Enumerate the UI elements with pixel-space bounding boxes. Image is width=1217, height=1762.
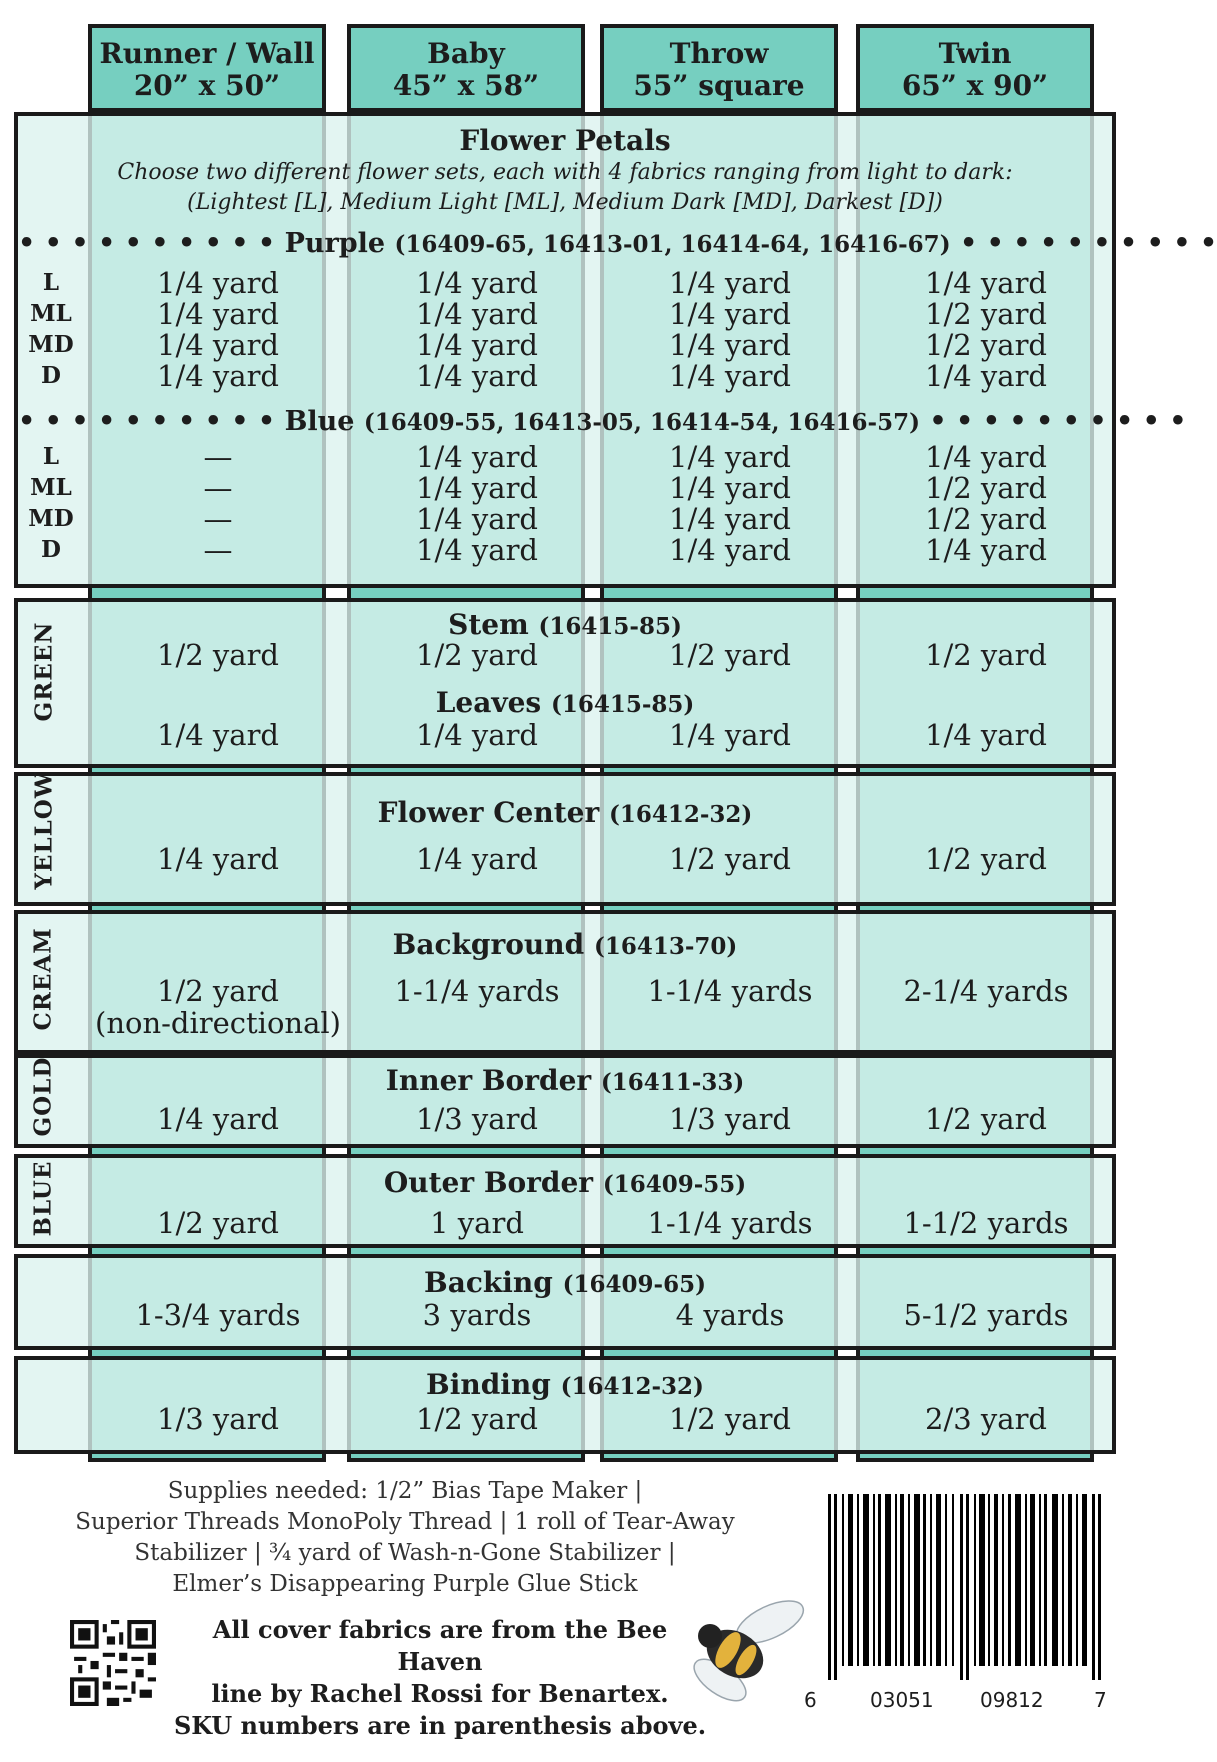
petal-value: 1/4 yard (416, 359, 538, 393)
outer-border-title: Outer Border (16409-55) (383, 1166, 747, 1199)
petal-value: 1/4 yard (416, 328, 538, 362)
binding-value: 1/3 yard (157, 1402, 279, 1436)
outer-border-value: 1/2 yard (157, 1206, 279, 1240)
inner-border-value: 1/3 yard (416, 1102, 538, 1136)
petal-value: 1/4 yard (157, 297, 279, 331)
background-title: Background (16413-70) (392, 928, 738, 961)
leaves-value: 1/4 yard (157, 718, 279, 752)
petal-value: 1/4 yard (416, 266, 538, 300)
row-label: D (41, 362, 61, 389)
backing-value: 5-1/2 yards (903, 1298, 1069, 1332)
background-value: 1-1/4 yards (647, 974, 813, 1008)
petal-value: 1/4 yard (416, 533, 538, 567)
petal-value: 1/4 yard (416, 440, 538, 474)
petal-value: 1/4 yard (925, 533, 1047, 567)
backing-value: 4 yards (675, 1298, 785, 1332)
section-blue (14, 1154, 1116, 1248)
flower-center-value: 1/4 yard (157, 842, 279, 876)
petal-value: — (203, 502, 233, 536)
flower-center-value: 1/2 yard (925, 842, 1047, 876)
backing-value: 3 yards (422, 1298, 532, 1332)
background-note: (non-directional) (95, 1006, 341, 1040)
outer-border-value: 1 yard (430, 1206, 524, 1240)
leaves-title: Leaves (16415-85) (435, 686, 695, 719)
supplies-text: Supplies needed: 1/2” Bias Tape Maker | Superior Threads MonoPoly Thread | 1 roll of Tear-Away Stabilizer | ¾ yard of Wash-n-Gone Stabilizer | Elmer’s Disappearing Purple Glue Stick (75, 1478, 735, 1597)
leaves-value: 1/4 yard (416, 718, 538, 752)
petal-value: 1/2 yard (925, 328, 1047, 362)
column-name: Twin (938, 37, 1012, 70)
column-name: Baby (427, 37, 505, 70)
section-flower-petals (14, 112, 1217, 588)
column-size: 20” x 50” (133, 69, 281, 102)
purple-sku: (16409-65, 16413-01, 16414-64, 16416-67) (394, 231, 951, 258)
petal-value: 1/4 yard (669, 297, 791, 331)
stem-title: Stem (16415-85) (448, 608, 682, 641)
column-size: 55” square (633, 69, 805, 102)
outer-border-value: 1-1/2 yards (903, 1206, 1069, 1240)
background-value: 2-1/4 yards (903, 974, 1069, 1008)
qr-code-icon (70, 1620, 156, 1706)
section-title: Flower Petals (459, 124, 671, 157)
petal-value: 1/4 yard (157, 266, 279, 300)
side-label: GREEN (30, 621, 58, 722)
barcode-digit: 6 (804, 1688, 817, 1712)
petal-value: — (203, 533, 233, 567)
column-size: 45” x 58” (392, 69, 540, 102)
binding-value: 1/2 yard (669, 1402, 791, 1436)
petal-value: 1/4 yard (669, 502, 791, 536)
leaves-value: 1/4 yard (669, 718, 791, 752)
background-value: 1/2 yard (157, 974, 279, 1008)
inner-border-value: 1/3 yard (669, 1102, 791, 1136)
leaves-value: 1/4 yard (925, 718, 1047, 752)
inner-border-title: Inner Border (16411-33) (385, 1064, 745, 1097)
section-binding (14, 1356, 1116, 1454)
section-gold (14, 1054, 1116, 1148)
barcode-digit: 09812 (980, 1688, 1044, 1712)
backing-value: 1-3/4 yards (135, 1298, 301, 1332)
petal-value: 1/4 yard (416, 297, 538, 331)
background-value: 1-1/4 yards (394, 974, 560, 1008)
outer-border-value: 1-1/4 yards (647, 1206, 813, 1240)
section-yellow (14, 772, 1116, 906)
column-header-throw (600, 24, 838, 112)
petal-value: 1/4 yard (157, 359, 279, 393)
petal-value: 1/4 yard (416, 502, 538, 536)
side-label: GOLD (29, 1056, 57, 1137)
petal-value: 1/4 yard (669, 471, 791, 505)
petal-value: 1/4 yard (925, 440, 1047, 474)
column-name: Throw (669, 37, 769, 70)
binding-title: Binding (16412-32) (426, 1368, 704, 1401)
petal-value: 1/2 yard (925, 297, 1047, 331)
petal-value: — (203, 471, 233, 505)
column-name: Runner / Wall (99, 37, 315, 70)
row-label: L (42, 269, 60, 296)
petal-value: 1/4 yard (416, 471, 538, 505)
petal-value: 1/4 yard (669, 440, 791, 474)
section-backing (14, 1254, 1116, 1350)
purple-name: Purple (284, 228, 386, 259)
backing-title: Backing (16409-65) (424, 1266, 706, 1299)
side-label: BLUE (29, 1160, 57, 1237)
barcode-icon (822, 1494, 1112, 1680)
petals-instructions: Choose two different flower sets, each with 4 fabrics ranging from light to dark: (117, 160, 1013, 185)
petal-value: 1/4 yard (157, 328, 279, 362)
petal-value: 1/4 yard (925, 359, 1047, 393)
barcode-digit: 7 (1094, 1688, 1107, 1712)
stem-value: 1/2 yard (416, 638, 538, 672)
purple-set-heading: • • • • • • • • • • Purple (16409-65, 16413-01, 16414-64, 16416-67) • • • • • • • • • • (18, 228, 1217, 259)
blue-name: Blue (284, 406, 355, 437)
blue-sku: (16409-55, 16413-05, 16414-54, 16416-57) (363, 409, 920, 436)
flower-center-value: 1/4 yard (416, 842, 538, 876)
row-label: L (42, 443, 60, 470)
petal-value: 1/4 yard (669, 359, 791, 393)
side-label: YELLOW (30, 771, 58, 890)
section-green (14, 598, 1116, 768)
petal-value: 1/4 yard (669, 266, 791, 300)
inner-border-value: 1/2 yard (925, 1102, 1047, 1136)
row-label: ML (30, 474, 72, 501)
petal-value: 1/2 yard (925, 502, 1047, 536)
petal-value: — (203, 440, 233, 474)
petal-value: 1/4 yard (925, 266, 1047, 300)
stem-value: 1/2 yard (669, 638, 791, 672)
side-label: CREAM (29, 927, 57, 1031)
flower-center-value: 1/2 yard (669, 842, 791, 876)
blue-set-heading: • • • • • • • • • • Blue (16409-55, 16413-05, 16414-54, 16416-57) • • • • • • • • • • (18, 406, 1187, 437)
row-label: D (41, 536, 61, 563)
row-label: MD (28, 331, 74, 358)
binding-value: 1/2 yard (416, 1402, 538, 1436)
petal-value: 1/4 yard (669, 328, 791, 362)
row-label: MD (28, 505, 74, 532)
petal-value: 1/2 yard (925, 471, 1047, 505)
bee-icon (680, 1592, 810, 1712)
column-header-runner (88, 24, 326, 112)
column-header-baby (347, 24, 585, 112)
fabric-note: All cover fabrics are from the Bee Haven line by Rachel Rossi for Benartex. SKU numbers are in parenthesis above. (173, 1615, 707, 1740)
stem-value: 1/2 yard (157, 638, 279, 672)
flower-center-title: Flower Center (16412-32) (377, 796, 753, 829)
column-header-twin (856, 24, 1094, 112)
row-label: ML (30, 300, 72, 327)
barcode-digit: 03051 (870, 1688, 934, 1712)
section-cream (14, 910, 1116, 1054)
column-size: 65” x 90” (901, 69, 1049, 102)
petal-value: 1/4 yard (669, 533, 791, 567)
petals-legend: (Lightest [L], Medium Light [ML], Medium Dark [MD], Darkest [D]) (187, 190, 943, 215)
stem-value: 1/2 yard (925, 638, 1047, 672)
inner-border-value: 1/4 yard (157, 1102, 279, 1136)
binding-value: 2/3 yard (925, 1402, 1047, 1436)
